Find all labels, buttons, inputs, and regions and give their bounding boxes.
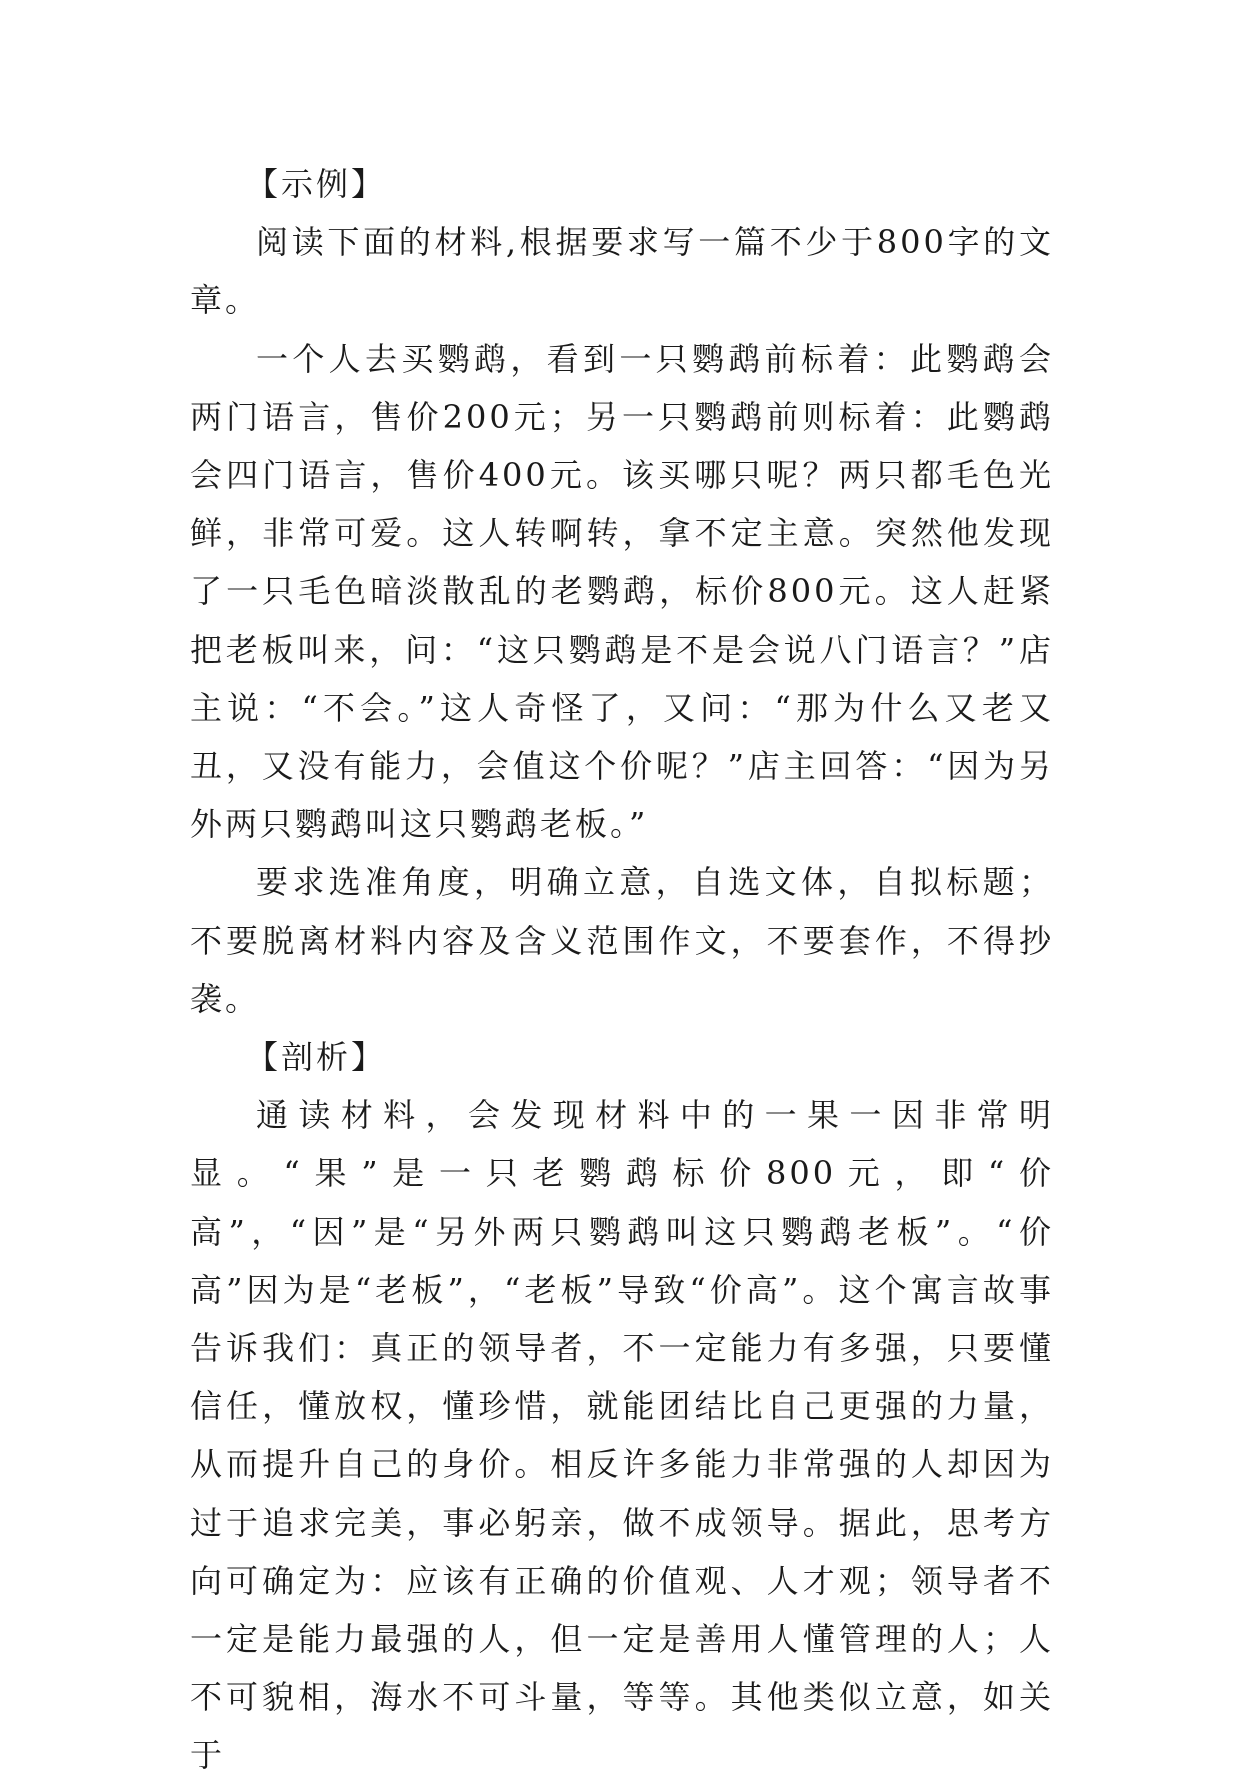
analysis-heading: 【剖析】 bbox=[246, 1038, 387, 1077]
document-body bbox=[190, 155, 1054, 1785]
example-heading: 【示例】 bbox=[246, 165, 387, 203]
material-paragraph: 一个人去买鹦鹉，看到一只鹦鹉前标着：此鹦鹉会两门语言，售价200元；另一只鹦鹉前则标着：此鹦鹉会四门语言，售价400元。该买哪只呢？两只都毛色光鲜，非常可爱。这人转啊转，拿不定主意。突然他发现了一只毛色暗淡散乱的老鹦鹉，标价800元。这人赶紧把老板叫来，问：“这只鹦鹉是不是会说八门语言？”店主说：“不会。”这人奇怪了，又问：“那为什么又老又丑，又没有能力，会值这个价呢？”店主回答：“因为另外两只鹦鹉叫这只鹦鹉老板。” bbox=[190, 339, 1054, 844]
prompt-paragraph: 阅读下面的材料,根据要求写一篇不少于800字的文章。 bbox=[190, 223, 1054, 320]
analysis-paragraph: 通读材料，会发现材料中的一果一因非常明显。“果”是一只老鹦鹉标价800元，即“价高”，“因”是“另外两只鹦鹉叫这只鹦鹉老板”。“价高”因为是“老板”，“老板”导致“价高”。这个寓言故事告诉我们：真正的领导者，不一定能力有多强，只要懂信任，懂放权，懂珍惜，就能团结比自己更强的力量，从而提升自己的身价。相反许多能力非常强的人却因为过于追求完美，事必躬亲，做不成领导。据此，思考方向可确定为：应该有正确的价值观、人才观；领导者不一定是能力最强的人，但一定是善用人懂管理的人；人不可貌相，海水不可斗量，等等。其他类似立意，如关于 bbox=[190, 1096, 1054, 1775]
requirements-paragraph: 要求选准角度，明确立意，自选文体，自拟标题；不要脱离材料内容及含义范围作文，不要套作，不得抄袭。 bbox=[190, 863, 1054, 1018]
